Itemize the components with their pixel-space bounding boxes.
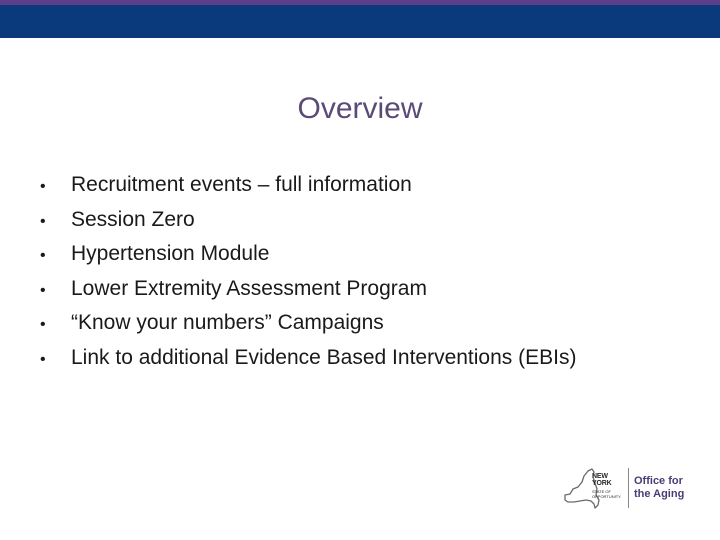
bullet-dot: •: [40, 281, 46, 299]
logo-state-tagline: STATE OF OPPORTUNITY.: [592, 489, 622, 499]
slide-title: Overview: [297, 92, 423, 125]
bullet-dot: •: [40, 178, 46, 195]
bullet-text: Session Zero: [71, 207, 195, 231]
bullet-text: “Know your numbers” Campaigns: [71, 311, 384, 334]
bullet-item: [40, 341, 576, 376]
header-bar: [0, 5, 720, 38]
bullet-list: [40, 168, 576, 375]
bullet-item: [40, 168, 576, 203]
nys-office-for-the-aging-logo: [562, 464, 692, 512]
bullet-item: [40, 306, 576, 341]
bullet-text: Link to additional Evidence Based Interventions (EBIs): [71, 345, 577, 369]
bullet-dot: •: [40, 247, 46, 264]
bullet-text: Recruitment events – full information: [71, 173, 412, 196]
bullet-dot: •: [40, 316, 46, 333]
logo-divider: [628, 468, 629, 508]
bullet-item: [40, 203, 576, 238]
bullet-item: [40, 272, 576, 307]
bullet-text: Hypertension Module: [71, 242, 270, 265]
bullet-dot: •: [40, 212, 46, 230]
bullet-text: Lower Extremity Assessment Program: [71, 276, 427, 300]
new-york-state-map-icon: [562, 465, 626, 511]
logo-office-line2: the Aging: [634, 488, 685, 500]
logo-office-name: [634, 475, 684, 501]
logo-state-name: NEW YORK: [592, 473, 612, 487]
bullet-dot: •: [40, 350, 46, 368]
bullet-item: [40, 237, 576, 272]
logo-office-line1: Office for: [634, 475, 683, 487]
